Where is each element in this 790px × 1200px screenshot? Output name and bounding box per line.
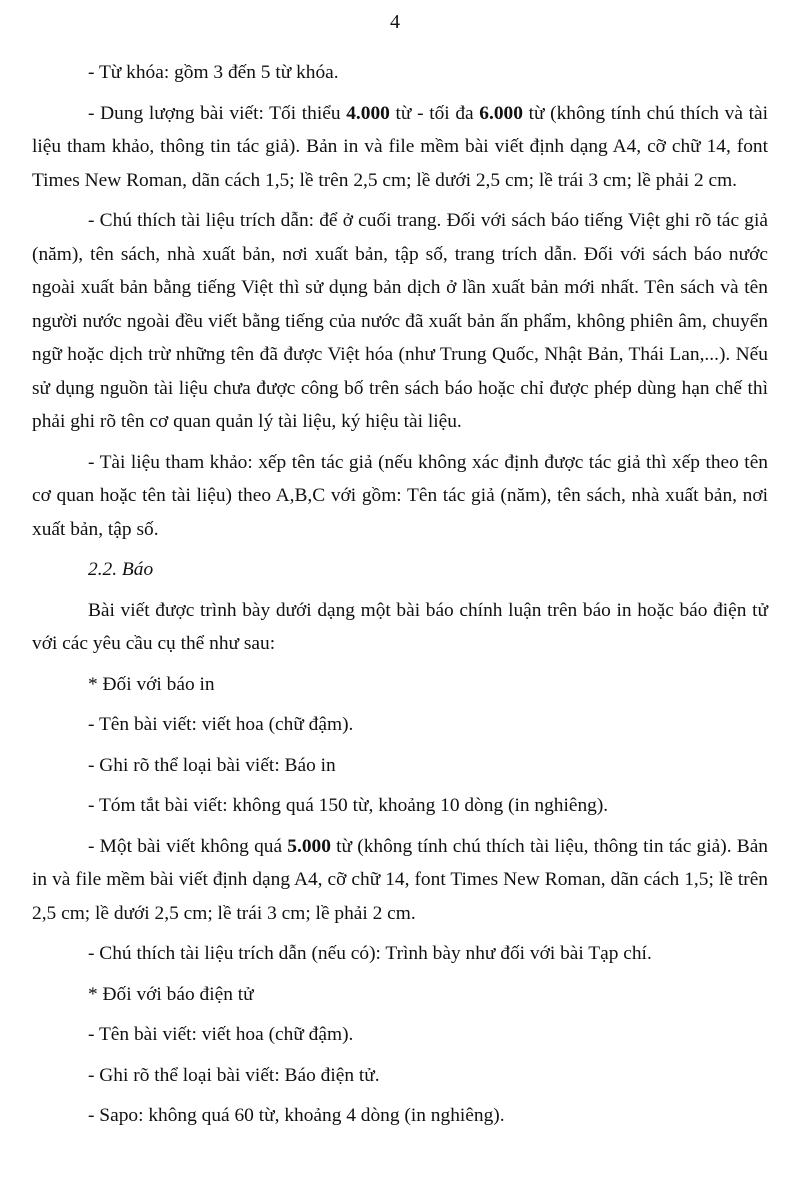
bold-max-words: 5.000 bbox=[287, 835, 331, 857]
paragraph-citation-notes: - Chú thích tài liệu trích dẫn: để ở cuối trang. Đối với sách báo tiếng Việt ghi rõ tác giả (năm), tên sách, nhà xuất bản, nơi xuất bản, tập số, trang trích dẫn. Đối với sách báo nước ngoài xuất bản bằng tiếng Việt thì sử dụng bản dịch ở lần xuất bản mới nhất. Tên sách và tên người nước ngoài đều viết bằng tiếng của nước đã xuất bản ấn phẩm, không phiên âm, chuyển ngữ hoặc dịch trừ những tên đã được Việt hóa (như Trung Quốc, Nhật Bản, Thái Lan,...). Nếu sử dụng nguồn tài liệu chưa được công bố trên sách báo hoặc chỉ được phép dùng hạn chế thì phải ghi rõ tên cơ quan quản lý tài liệu, ký hiệu tài liệu. bbox=[32, 210, 768, 432]
text-segment: - Dung lượng bài viết: Tối thiểu bbox=[88, 102, 347, 124]
text-segment: từ (không tính chú thích tài liệu, thông tin tác giả). Bản in và file mềm bài viết định dạng A4, cỡ chữ 14, font Times New Roman, dãn cách 1,5; lề trên 2,5 cm; lề dưới 2,5 cm; lề trái 3 cm; lề phải 2 cm. bbox=[32, 835, 769, 924]
list-item-title: - Tên bài viết: viết hoa (chữ đậm). bbox=[88, 1024, 354, 1045]
bold-max-words: 6.000 bbox=[479, 102, 523, 124]
section-heading-newspaper: 2.2. Báo bbox=[88, 559, 154, 580]
page-number: 4 bbox=[390, 11, 400, 33]
list-item-genre: - Ghi rõ thể loại bài viết: Báo điện tử. bbox=[88, 1064, 380, 1086]
list-item-summary: - Tóm tắt bài viết: không quá 150 từ, khoảng 10 dòng (in nghiêng). bbox=[88, 795, 609, 816]
text-segment: - Một bài viết không quá bbox=[88, 835, 288, 857]
paragraph-references: - Tài liệu tham khảo: xếp tên tác giả (nếu không xác định được tác giả thì xếp theo tên cơ quan hoặc tên tài liệu) theo A,B,C với gồm: Tên tác giả (năm), tên sách, nhà xuất bản, nơi xuất bản, tập số. bbox=[32, 451, 768, 540]
list-item-title: - Tên bài viết: viết hoa (chữ đậm). bbox=[88, 714, 354, 735]
bold-min-words: 4.000 bbox=[346, 102, 390, 124]
paragraph-print-length bbox=[32, 830, 768, 931]
document-body bbox=[32, 56, 768, 1140]
list-item-sapo: - Sapo: không quá 60 từ, khoảng 4 dòng (in nghiêng). bbox=[88, 1105, 505, 1126]
list-item-citations: - Chú thích tài liệu trích dẫn (nếu có): Trình bày như đối với bài Tạp chí. bbox=[88, 943, 652, 964]
list-item-genre: - Ghi rõ thể loại bài viết: Báo in bbox=[88, 754, 336, 776]
text-segment: từ - tối đa bbox=[389, 102, 480, 124]
text-segment: từ (không tính chú thích và tài liệu tham khảo, thông tin tác giả). Bản in và file mềm bài viết định dạng A4, cỡ chữ 14, font Times New Roman, dãn cách 1,5; lề trên 2,5 cm; lề dưới 2,5 cm; lề trái 3 cm; lề phải 2 cm. bbox=[32, 102, 769, 191]
subheading-print-newspaper: * Đối với báo in bbox=[88, 673, 215, 695]
paragraph-newspaper-intro: Bài viết được trình bày dưới dạng một bài báo chính luận trên báo in hoặc báo điện tử với các yêu cầu cụ thể như sau: bbox=[32, 599, 768, 654]
paragraph-article-length bbox=[32, 97, 768, 198]
paragraph-keywords: - Từ khóa: gồm 3 đến 5 từ khóa. bbox=[88, 62, 339, 83]
subheading-online-newspaper: * Đối với báo điện tử bbox=[88, 983, 254, 1005]
